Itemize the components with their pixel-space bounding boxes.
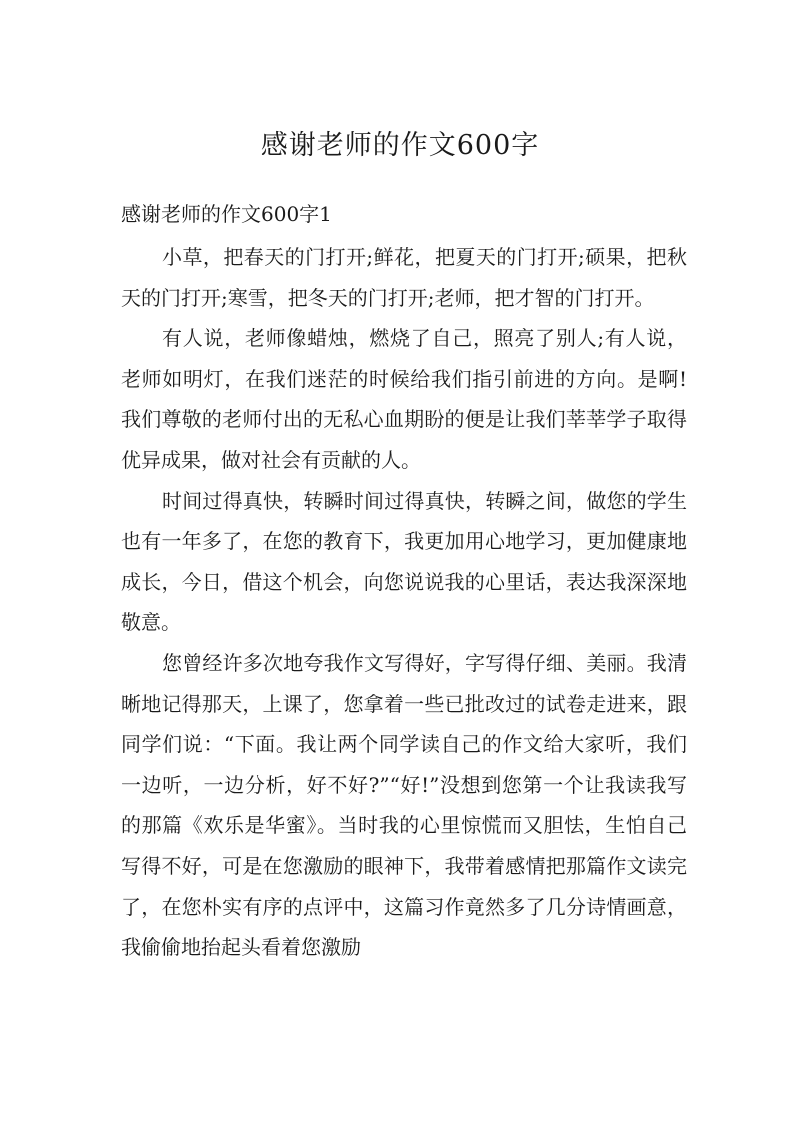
section-heading: 感谢老师的作文600字1: [121, 202, 332, 226]
paragraph: 时间过得真快，转瞬时间过得真快，转瞬之间，做您的学生也有一年多了，在您的教育下，我更加用心地学习，更加健康地成长，今日，借这个机会，向您说说我的心里话，表达我深深地敬意。: [121, 488, 687, 635]
paragraph: 有人说，老师像蜡烛，燃烧了自己，照亮了别人;有人说，老师如明灯，在我们迷茫的时候给我们指引前进的方向。是啊!我们尊敬的老师付出的无私心血期盼的便是让我们莘莘学子取得优异成果，做对社会有贡献的人。: [121, 326, 687, 472]
document-title: 感谢老师的作文600字: [260, 130, 540, 161]
document-body: [121, 237, 687, 968]
paragraph: 您曾经许多次地夸我作文写得好，字写得仔细、美丽。我清晰地记得那天，上课了，您拿着一些已批改过的试卷走进来，跟同学们说：“下面。我让两个同学读自己的作文给大家听，我们一边听，一边分析，好不好?”“好!”没想到您第一个让我读我写的那篇《欢乐是华蜜》。当时我的心里惊慌而又胆怯，生怕自己写得不好，可是在您激励的眼神下，我带着感情把那篇作文读完了，在您朴实有序的点评中，这篇习作竟然多了几分诗情画意，我偷偷地抬起头看着您激励: [121, 650, 687, 960]
paragraph: 小草，把春天的门打开;鲜花，把夏天的门打开;硕果，把秋天的门打开;寒雪，把冬天的门打开;老师，把才智的门打开。: [121, 245, 687, 310]
